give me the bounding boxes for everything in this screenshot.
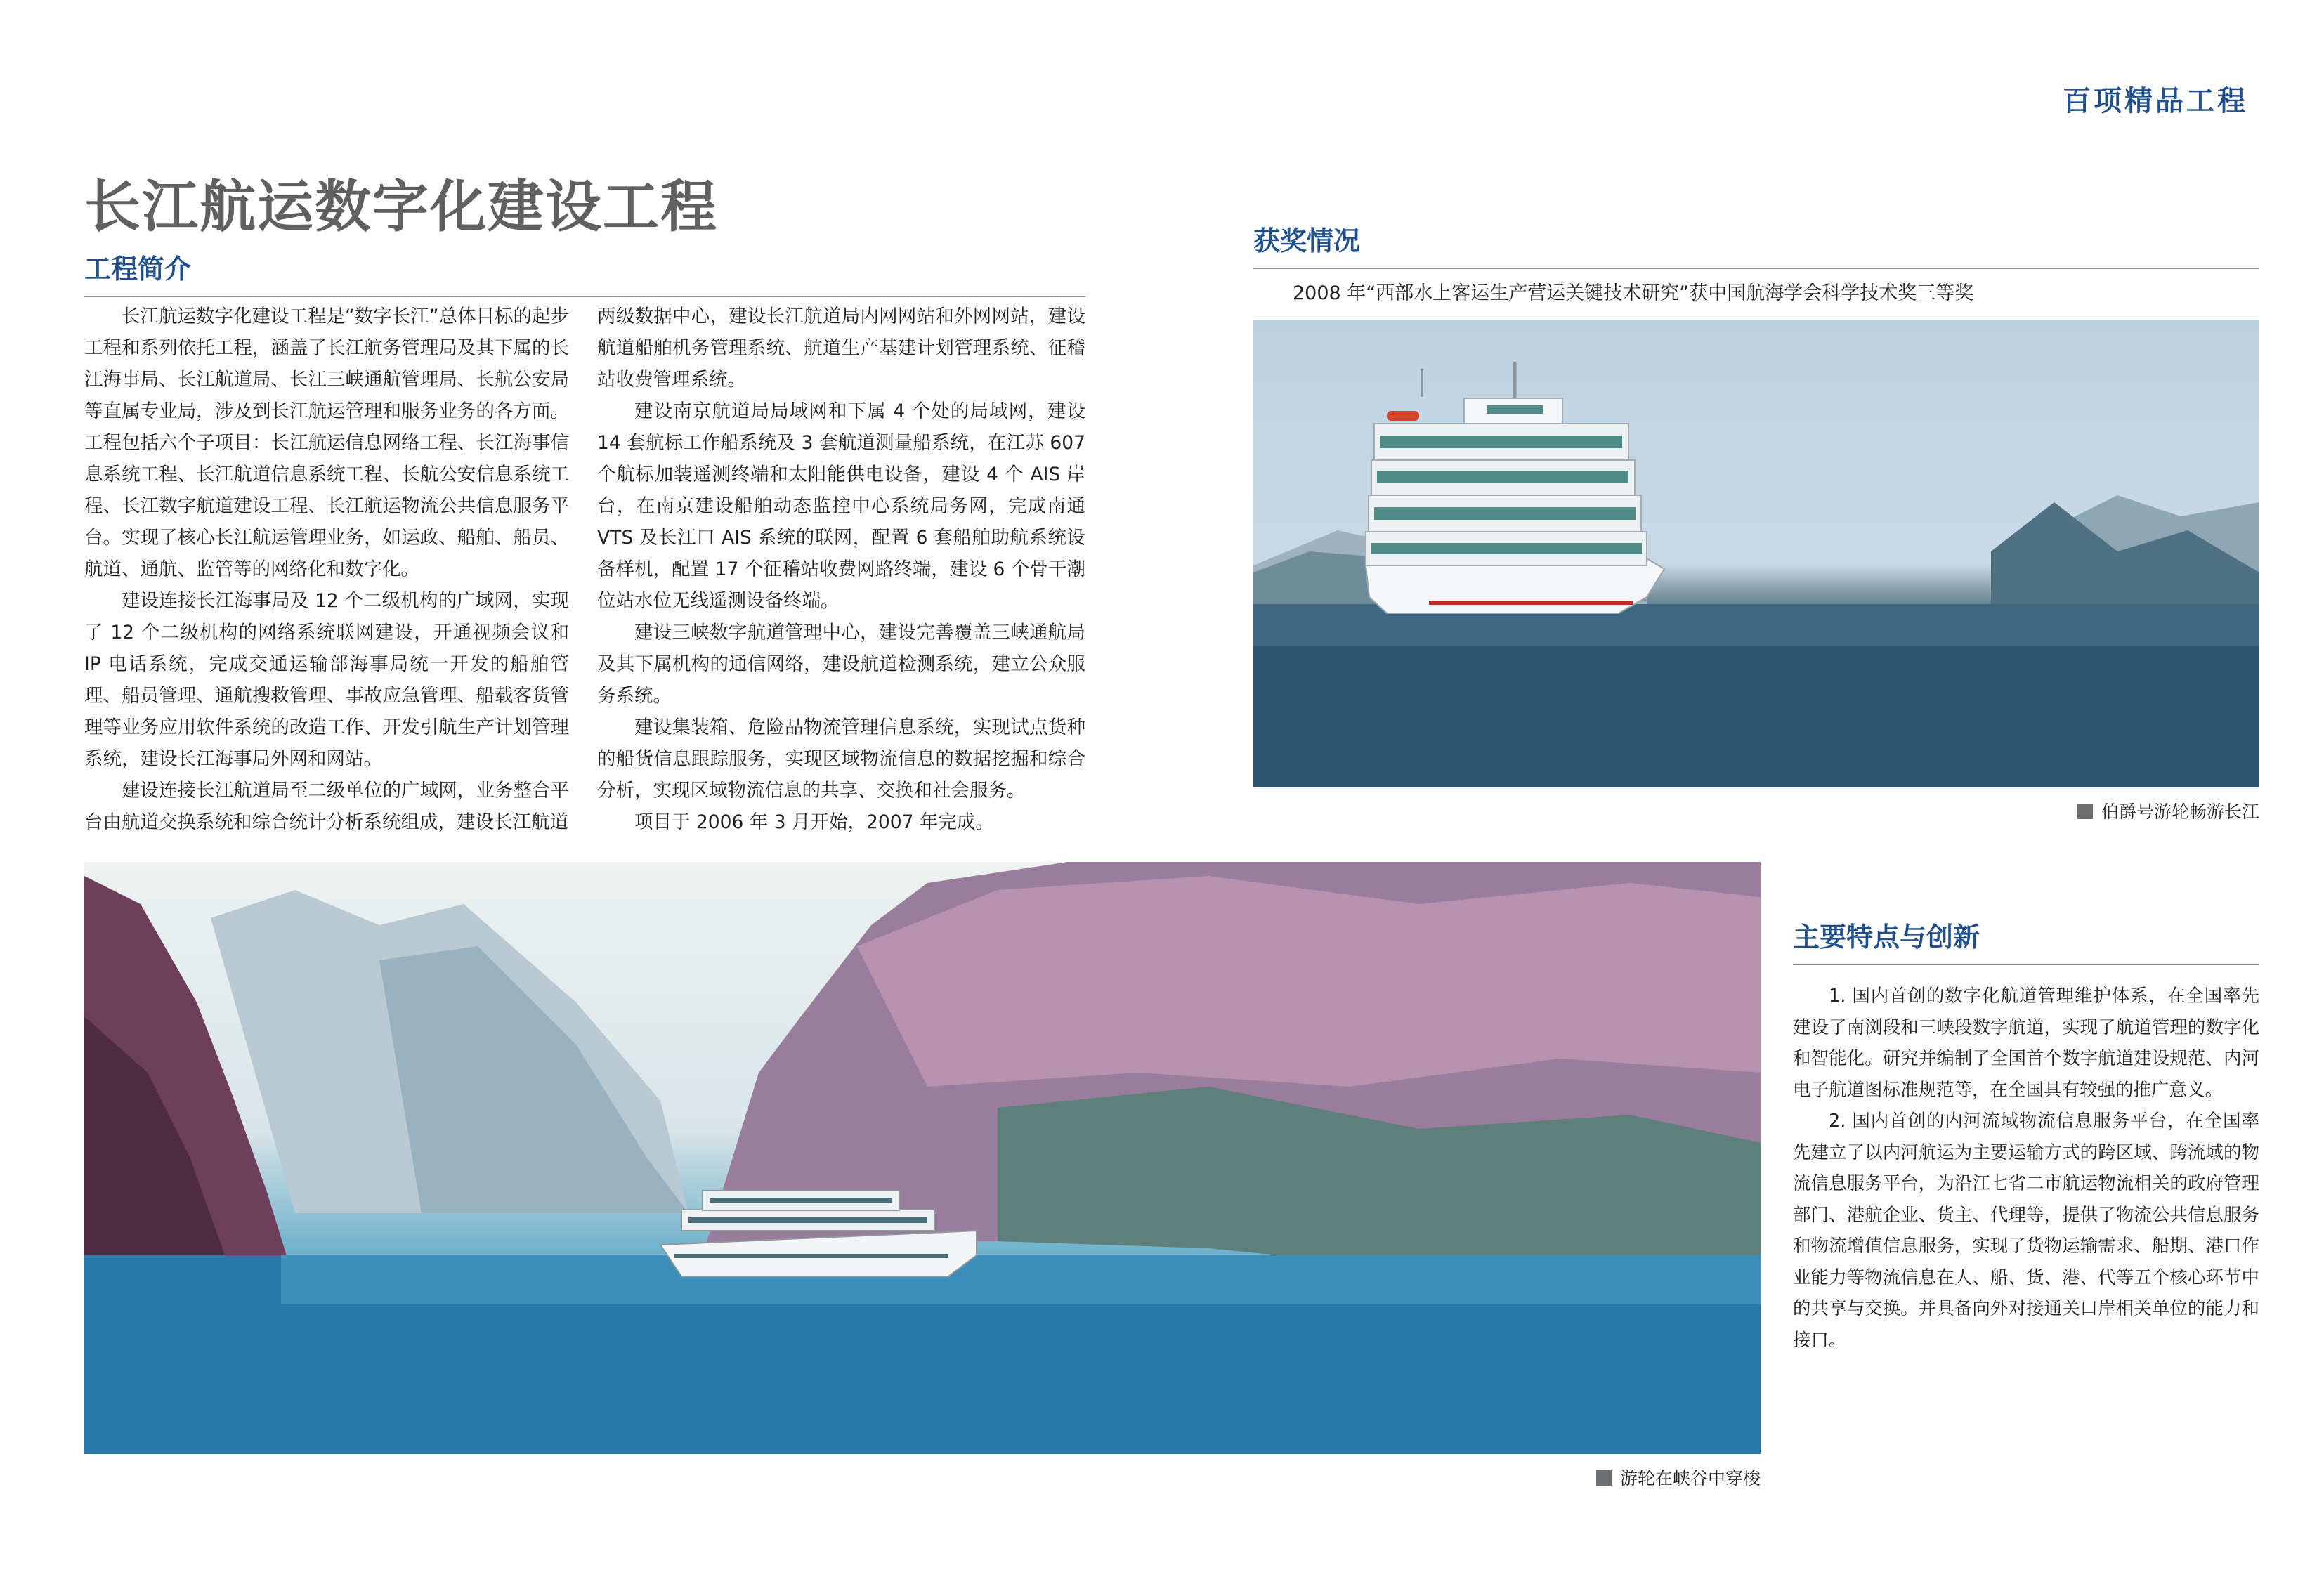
awards-heading: 获奖情况 bbox=[1253, 219, 2259, 269]
ship-caption-text: 伯爵号游轮畅游长江 bbox=[2101, 801, 2259, 822]
intro-paragraph: 建设连接长江航道局至二级单位的广域网，业务整合平台由航道交换系统和综合统计分析系统组成，建设长江航道 bbox=[84, 780, 569, 833]
features-section bbox=[1793, 915, 2259, 1356]
ship-photo-illustration bbox=[1253, 320, 2259, 787]
intro-paragraph: 建设南京航道局局域网和下属 4 个处的局域网，建设 14 套航标工作船系统及 3 套航道测量船系统，在江苏 607 个航标加装遥测终端和太阳能供电设备，建设 4 个 AIS 岸台，在南京建设船舶动态监控中心系统局务网，完成南通 VTS 及长江口 AIS 系统的联网，配置 6 套船舶助航系统设备样机，配置 17 个征稽站收费网路终端，建设 6 个骨干潮位站水位无线遥测设备终端。 bbox=[597, 400, 1085, 612]
canyon-photo bbox=[84, 862, 1761, 1454]
features-paragraph: 2. 国内首创的内河流域物流信息服务平台，在全国率先建立了以内河航运为主要运输方式的跨区域、跨流域的物流信息服务平台，为沿江七省二市航运物流相关的政府管理部门、港航企业、货主、代理等，提供了物流公共信息服务和物流增值信息服务，实现了货物运输需求、船期、港口作业能力等物流信息在人、船、货、港、代等五个核心环节中的共享与交换。并具备向外对接通关口岸相关单位的能力和接口。 bbox=[1793, 1111, 2259, 1351]
ship-hull-stripe bbox=[1429, 601, 1633, 605]
ship-windows bbox=[1380, 436, 1622, 448]
river-water-highlight bbox=[281, 1255, 1761, 1304]
intro-paragraph: 长江航运数字化建设工程是“数字长江”总体目标的起步工程和系列依托工程，涵盖了长江航务管理局及其下属的长江海事局、长江航道局、长江三峡通航管理局、长航公安局等直属专业局，涉及到长江航运管理和服务业务的各方面。工程包括六个子项目：长江航运信息网络工程、长江海事信息系统工程、长江航道信息系统工程、长航公安信息系统工程、长江数字航道建设工程、长江航运物流公共信息服务平台。实现了核心长江航运管理业务，如运政、船舶、船员、航道、通航、监管等的网络化和数字化。 bbox=[84, 306, 569, 580]
caption-square-icon bbox=[2077, 804, 2093, 819]
intro-paragraph: 建设集装箱、危险品物流管理信息系统，实现试点货种的船货信息跟踪服务，实现区域物流信息的数据挖掘和综合分析，实现区域物流信息的共享、交换和社会服务。 bbox=[597, 716, 1085, 801]
ship-hull bbox=[1366, 558, 1664, 613]
intro-column-1 bbox=[84, 301, 569, 838]
intro-column-2 bbox=[597, 301, 1085, 838]
lifeboat bbox=[1387, 411, 1419, 421]
ship-photo bbox=[1253, 320, 2259, 787]
cruise-ship-windows bbox=[688, 1217, 927, 1223]
awards-text: 2008 年“西部水上客运生产营运关键技术研究”获中国航海学会科学技术奖三等奖 bbox=[1293, 282, 1974, 304]
canyon-caption bbox=[1461, 1465, 1761, 1490]
intro-heading: 工程简介 bbox=[84, 247, 1085, 297]
features-body bbox=[1793, 981, 2259, 1356]
intro-paragraph: 两级数据中心，建设长江航道局内网网站和外网网站，建设航道船舶机务管理系统、航道生产基建计划管理系统、征稽站收费管理系统。 bbox=[597, 306, 1085, 391]
cruise-ship-windows bbox=[710, 1198, 892, 1203]
ship-caption bbox=[1960, 798, 2259, 823]
intro-paragraph: 项目于 2006 年 3 月开始，2007 年完成。 bbox=[634, 811, 994, 833]
ship-bridge-windows bbox=[1487, 405, 1543, 414]
series-title: 百项精品工程 bbox=[2063, 84, 2248, 117]
intro-paragraph: 建设三峡数字航道管理中心，建设完善覆盖三峡通航局及其下属机构的通信网络，建设航道检测系统，建立公众服务系统。 bbox=[597, 622, 1085, 707]
caption-square-icon bbox=[1596, 1470, 1612, 1486]
awards-section bbox=[1253, 219, 2259, 309]
features-heading: 主要特点与创新 bbox=[1793, 915, 2259, 965]
features-paragraph: 1. 国内首创的数字化航道管理维护体系，在全国率先建设了南浏段和三峡段数字航道，实现了航道管理的数字化和智能化。研究并编制了全国首个数字航道建设规范、内河电子航道图标准规范等，在全国具有较强的推广意义。 bbox=[1793, 986, 2259, 1101]
ship-windows bbox=[1371, 543, 1642, 554]
intro-section bbox=[84, 247, 1085, 297]
canyon-photo-illustration bbox=[84, 862, 1761, 1454]
page-title: 长江航运数字化建设工程 bbox=[84, 174, 718, 240]
cruise-ship bbox=[660, 1231, 977, 1276]
canyon-caption-text: 游轮在峡谷中穿梭 bbox=[1619, 1468, 1761, 1488]
cruise-ship-windows bbox=[674, 1254, 948, 1258]
ship-windows bbox=[1374, 507, 1636, 520]
intro-paragraph: 建设连接长江海事局及 12 个二级机构的广域网，实现了 12 个二级机构的网络系统联网建设，开通视频会议和 IP 电话系统，完成交通运输部海事局统一开发的船舶管理、船员管理、通航搜救管理、事故应急管理、船载客货管理等业务应用软件系统的改造工作、开发引航生产计划管理系统，建设长江海事局外网和网站。 bbox=[84, 590, 569, 770]
right-cliff-face bbox=[857, 876, 1761, 1087]
ship-windows bbox=[1377, 471, 1628, 483]
